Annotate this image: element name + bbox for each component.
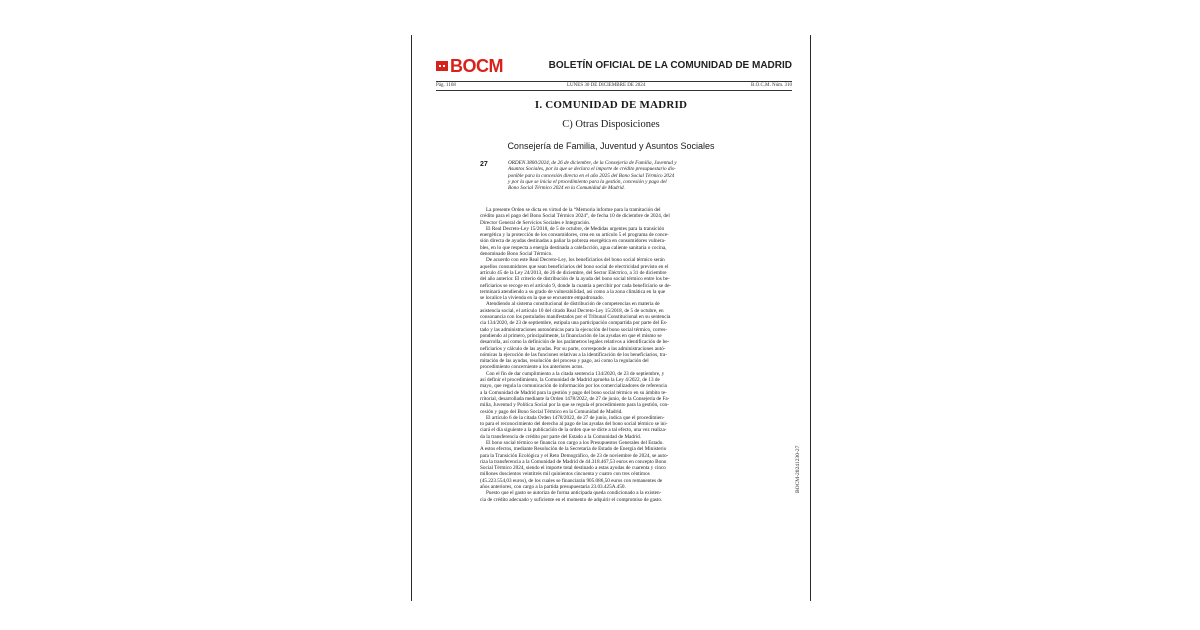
body-line: cia de crédito adecuado y suficiente en el momento de adquirir el compromiso de gasto. <box>480 496 663 503</box>
body-line: (45.223.554,03 euros), de los cuales se financiarán 905.086,50 euros con remanentes de <box>480 477 663 484</box>
body-line: to para el reconocimiento del derecho al pago de las ayudas del bono social térmico se ini- <box>480 421 668 428</box>
body-line: crédito para el pago del Bono Social Térmico 2024”, de fecha 10 de diciembre de 2024, del <box>480 213 670 220</box>
body-line: del año anterior. El criterio de distribución de la ayuda del bono social térmico entre los be- <box>480 276 670 283</box>
body-line: desarrolla, así como la definición de los parámetros legales relativos a identificación de be- <box>480 339 670 346</box>
body-line: ciará el día siguiente a la publicación de la orden que se dicte a tal efecto, una vez realiza- <box>480 427 667 434</box>
body-line: nómicas la ejecución de las funciones relativas a la identificación de los beneficiarios, tra- <box>480 351 667 358</box>
body-line: mayo, que regula la comunicación de información por los comercializadores de referencia <box>480 383 667 390</box>
body-paragraph <box>480 415 750 440</box>
body-paragraph <box>480 440 750 490</box>
body-line: riza la transferencia a la Comunidad de Madrid de 44.318.467,53 euros en concepto Bono <box>480 458 667 465</box>
body-line: millones doscientos veintitrés mil quinientos cincuenta y cuatro con tres céntimos <box>480 471 650 478</box>
body-paragraph <box>480 490 750 503</box>
body-line: aquellos consumidores que sean beneficiarios del bono social de electricidad previsto en el <box>480 263 669 270</box>
summary-line: Bono Social Térmico 2024 en la Comunidad de Madrid. <box>508 185 625 192</box>
summary-line: ponible para la concesión directa en el año 2025 del Bono Social Térmico 2024 <box>508 172 675 179</box>
body-line: procedimiento concerniente a los anteriores actos. <box>480 364 584 371</box>
item-number: 27 <box>480 161 488 168</box>
publication-title: BOLETÍN OFICIAL DE LA COMUNIDAD DE MADRID <box>548 60 792 71</box>
body-line: La presente Orden se dicta en virtud de la “Memoria informe para la tramitación del <box>486 207 661 213</box>
masthead <box>436 55 792 77</box>
meta-rule <box>436 90 792 91</box>
body-line: A estos efectos, mediante Resolución de la Secretaría de Estado de Energía del Ministerio <box>480 446 667 453</box>
body-line: denominado Bono Social Térmico. <box>480 251 553 258</box>
body-line: El bono social térmico se financia con cargo a los Presupuestos Generales del Estado. <box>486 439 664 446</box>
issue-number: B.O.C.M. Núm. 310 <box>751 83 792 88</box>
section-title: I. COMUNIDAD DE MADRID <box>534 99 688 111</box>
body-paragraph <box>480 371 750 415</box>
madrid-flag-icon <box>436 61 448 71</box>
body-line: sión directa de ayudas destinadas a paliar la pobreza energética en consumidores vulnera- <box>480 238 666 245</box>
summary-line: Asuntos Sociales, por la que se declara el importe de crédito presupuestario dis- <box>508 166 676 173</box>
body-line: Director General de Servicios Sociales e Integración. <box>480 219 591 226</box>
publication-date: LUNES 30 DE DICIEMBRE DE 2024 <box>567 83 646 88</box>
body-line: asistencia social, el artículo 10 del citado Real Decreto-Ley 15/2018, de 5 de octubre, en <box>480 307 664 314</box>
body-paragraph <box>480 207 750 226</box>
order-body <box>480 207 750 503</box>
body-paragraph <box>480 257 750 301</box>
body-line: Con el fin de dar cumplimiento a la citada sentencia 134/2020, de 23 de septiembre, y <box>486 370 665 377</box>
logo-text: BOCM <box>450 55 503 76</box>
body-line: neficiarios se recoge en el artículo 9, donde la cuantía a percibir por cada beneficiario se de- <box>480 282 672 289</box>
body-line: De acuerdo con este Real Decreto-Ley, los beneficiarios del bono social térmico serán <box>486 257 665 264</box>
body-line: Social Térmico 2024, siendo el importe total destinado a estas ayudas de cuarenta y cinco <box>480 465 666 472</box>
bocm-logo <box>436 55 503 77</box>
body-line: consonancia con los postulados manifestados por el Tribunal Constitucional en su sentencia <box>480 314 671 321</box>
page-number: Pág. 1168 <box>436 83 456 88</box>
header-rule <box>436 81 792 82</box>
body-line: a la Comunidad de Madrid para la gestión y pago del bono social térmico en su ámbito te- <box>480 389 667 396</box>
body-line: Puesto que el gasto se autoriza de forma anticipada queda condicionado a la existen- <box>486 490 662 497</box>
order-summary <box>508 160 748 191</box>
body-line: El artículo 6 de la citada Orden 1478/2022, de 27 de junio, indica que el procedimien- <box>486 414 665 421</box>
body-paragraph <box>480 301 750 370</box>
body-line: terminará atendiendo a su grado de vulnerabilidad, así como a la zona climática en la que <box>480 288 666 295</box>
body-line: bles, en lo que respecta a energía destinada a calefacción, agua caliente sanitaria o cocina, <box>480 244 667 251</box>
body-line: cia 134/2020, de 23 de septiembre, estipula una participación compartida por parte del Es- <box>480 320 668 327</box>
body-line: artículo 45 de la Ley 24/2013, de 26 de diciembre, del Sector Eléctrico, a 31 de diciembre <box>480 269 667 276</box>
body-line: El Real Decreto-Ley 15/2018, de 5 de octubre, de Medidas urgentes para la transición <box>486 225 665 232</box>
body-line: años anteriores, con cargo a la partida presupuestaria 23.03.425A.450. <box>480 484 626 491</box>
summary-line: y por la que se inicia el procedimiento para la gestión, concesión y pago del <box>508 178 667 185</box>
body-line: tado y las administraciones autonómicas para la ejecución del bono social térmico, corres- <box>480 326 668 333</box>
body-line: milia, Juventud y Política Social por la que se regula el procedimiento para la gestión, con- <box>480 402 669 409</box>
summary-line: ORDEN 3800/2024, de 26 de diciembre, de la Consejería de Familia, Juventud y <box>508 160 677 166</box>
body-line: para la Transición Ecológica y el Reto Demográfico, de 23 de noviembre de 2024, se auto- <box>480 452 669 459</box>
department-title: Consejería de Familia, Juventud y Asuntos Sociales <box>507 141 715 151</box>
body-line: energética y la protección de los consumidores, crea en su artículo 5 el programa de conce- <box>480 232 669 239</box>
body-line: da la transferencia de crédito por parte del Estado a la Comunidad de Madrid. <box>480 433 642 440</box>
body-line: mitación de las ayudas, resolución del proceso y pago, así como la regulación del <box>480 358 649 365</box>
body-line: así definir el procedimiento, la Comunidad de Madrid aprueba la Ley 4/2022, de 13 de <box>480 377 660 384</box>
body-line: se localice la vivienda en la que se encuentre empadronado. <box>480 295 604 302</box>
document-margin-id: BOCM-20241230-27 <box>795 445 801 493</box>
body-paragraph <box>480 226 750 257</box>
subsection-title: C) Otras Disposiciones <box>562 119 660 130</box>
bulletin-page <box>411 35 811 601</box>
body-line: Atendiendo al sistema constitucional de distribución de competencias en materia de <box>486 301 660 308</box>
body-line: pondiendo al primero, principalmente, la financiación de las ayudas en que el mismo se <box>480 332 662 339</box>
body-line: neficiarios y cálculo de las ayudas. Por su parte, corresponde a las administraciones autó- <box>480 345 666 352</box>
body-line: cesión y pago del Bono Social Térmico en la Comunidad de Madrid. <box>480 408 623 415</box>
body-line: rritorial, desarrollada mediante la Orden 1478/2022, de 27 de junio, de la Consejería de Fa- <box>480 395 670 402</box>
